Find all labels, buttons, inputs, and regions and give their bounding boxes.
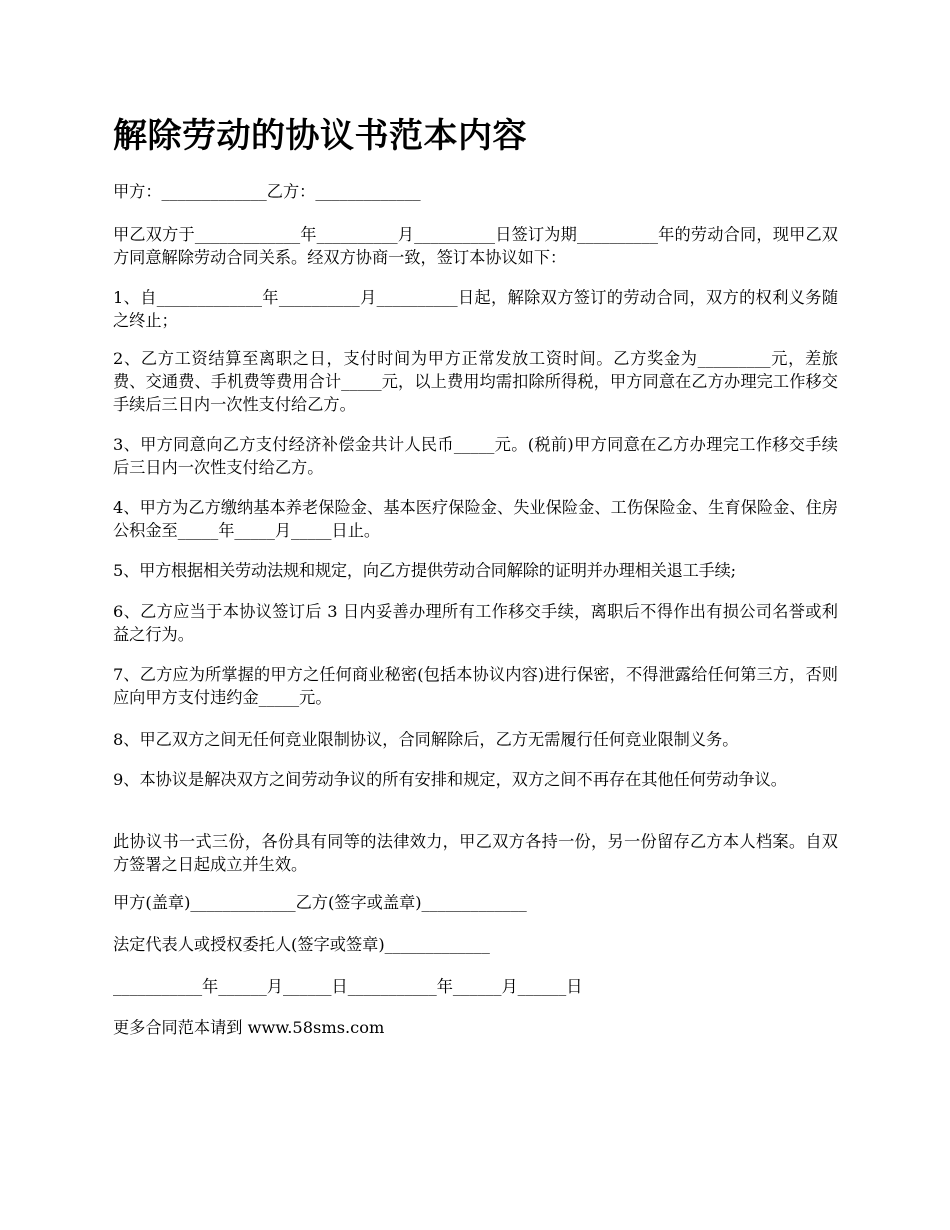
clause-3: 3、甲方同意向乙方支付经济补偿金共计人民币_____元。(税前)甲方同意在乙方办理完工作移交手续后三日内一次性支付给乙方。 (113, 435, 838, 477)
clause-4: 4、甲方为乙方缴纳基本养老保险金、基本医疗保险金、失业保险金、工伤保险金、生育保险金、住房公积金至_____年_____月_____日止。 (113, 498, 838, 540)
clause-7: 7、乙方应为所掌握的甲方之任何商业秘密(包括本协议内容)进行保密，不得泄露给任何第三方，否则应向甲方支付违约金_____元。 (113, 665, 838, 707)
representative-signature-line: 法定代表人或授权委托人(签字或签章)_____________ (113, 935, 490, 954)
validity-paragraph: 此协议书一式三份，各份具有同等的法律效力，甲乙双方各持一份，另一份留存乙方本人档案。自双方签署之日起成立并生效。 (113, 832, 838, 874)
intro-paragraph: 甲乙双方于_____________年__________月__________日签订为期__________年的劳动合同，现甲乙双方同意解除劳动合同关系。经双方协商一致，签订本协议如下： (113, 225, 838, 267)
footer-more-templates: 更多合同范本请到 www.58sms.com (113, 1018, 385, 1037)
clause-1: 1、自_____________年__________月__________日起，解除双方签订的劳动合同，双方的权利义务随之终止； (113, 288, 838, 330)
document-title: 解除劳动的协议书范本内容 (113, 116, 527, 156)
clause-5: 5、甲方根据相关劳动法规和规定，向乙方提供劳动合同解除的证明并办理相关退工手续; (113, 561, 736, 580)
clause-2: 2、乙方工资结算至离职之日，支付时间为甲方正常发放工资时间。乙方奖金为_________元，差旅费、交通费、手机费等费用合计_____元，以上费用均需扣除所得税，甲方同意在乙方办理完工作移交手续后三日内一次性支付给乙方。 (113, 349, 838, 414)
clause-8: 8、甲乙双方之间无任何竞业限制协议，合同解除后，乙方无需履行任何竞业限制义务。 (113, 730, 739, 749)
clause-9: 9、本协议是解决双方之间劳动争议的所有安排和规定，双方之间不再存在其他任何劳动争议。 (113, 770, 787, 789)
party-names-line: 甲方：_____________乙方：_____________ (113, 182, 421, 201)
clause-6: 6、乙方应当于本协议签订后 3 日内妥善办理所有工作移交手续，离职后不得作出有损公司名誉或利益之行为。 (113, 602, 838, 644)
signing-date-line: ___________年______月______日___________年______月______日 (113, 977, 583, 996)
party-signature-line: 甲方(盖章)_____________乙方(签字或盖章)_____________ (113, 893, 527, 912)
